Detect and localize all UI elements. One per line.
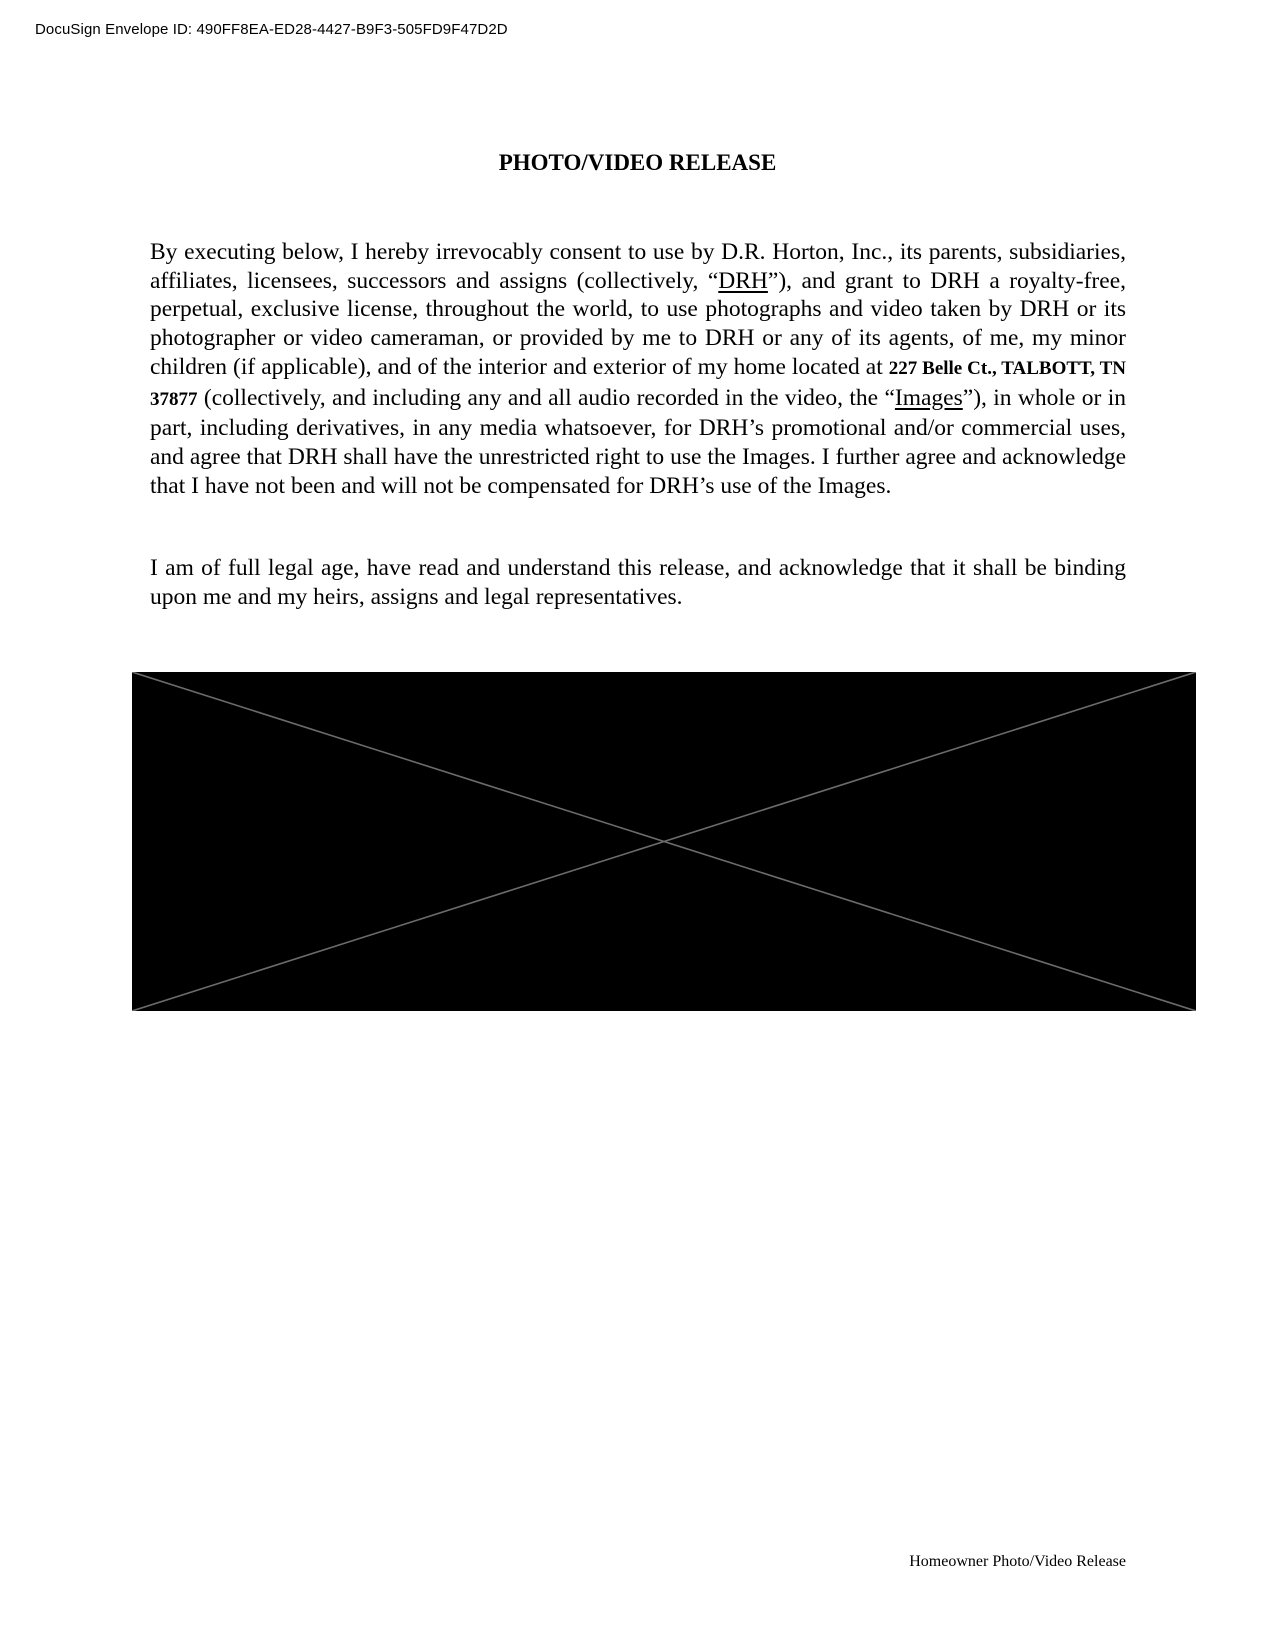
docusign-envelope-id: DocuSign Envelope ID: 490FF8EA-ED28-4427-B9F3-505FD9F47D2D (35, 21, 508, 38)
consent-text-part2: ”), and grant to DRH a royalty-free, perpetual, exclusive license, throughout the world, to use photographs and video taken by DRH or its photographer or video cameraman, or provided by me to DRH or any of its agents, of me, my minor children (if applicable), and of the interior and exterior of my home located at (150, 267, 1126, 380)
document-title: PHOTO/VIDEO RELEASE (498, 150, 777, 175)
redaction-cross-icon (132, 672, 1196, 1011)
drh-defined-term: DRH (718, 267, 768, 294)
consent-text-part3: (collectively, and including any and all audio recorded in the video, the “ (197, 384, 895, 411)
images-defined-term: Images (894, 384, 963, 411)
legal-age-paragraph: I am of full legal age, have read and understand this release, and acknowledge that it shall be binding upon me and my heirs, assigns and legal representatives. (150, 555, 1126, 610)
consent-paragraph (150, 238, 1126, 500)
page-footer: Homeowner Photo/Video Release (909, 1553, 1126, 1570)
consent-text-part1: By executing below, I hereby irrevocably consent to use by D.R. Horton, Inc., its parents, subsidiaries, affiliates, licensees, successors and assigns (collectively, “ (150, 239, 1126, 294)
redacted-signature-block (132, 672, 1196, 1011)
consent-text-part4: ”), in whole or in part, including derivatives, in any media whatsoever, for DRH’s promotional and/or commercial uses, and agree that DRH shall have the unrestricted right to use the Images. I further agree and acknowledge that I have not been and will not be compensated for DRH’s use of the Images. (150, 384, 1126, 499)
property-address: 227 Belle Ct., TALBOTT, TN 37877 (150, 357, 1126, 410)
